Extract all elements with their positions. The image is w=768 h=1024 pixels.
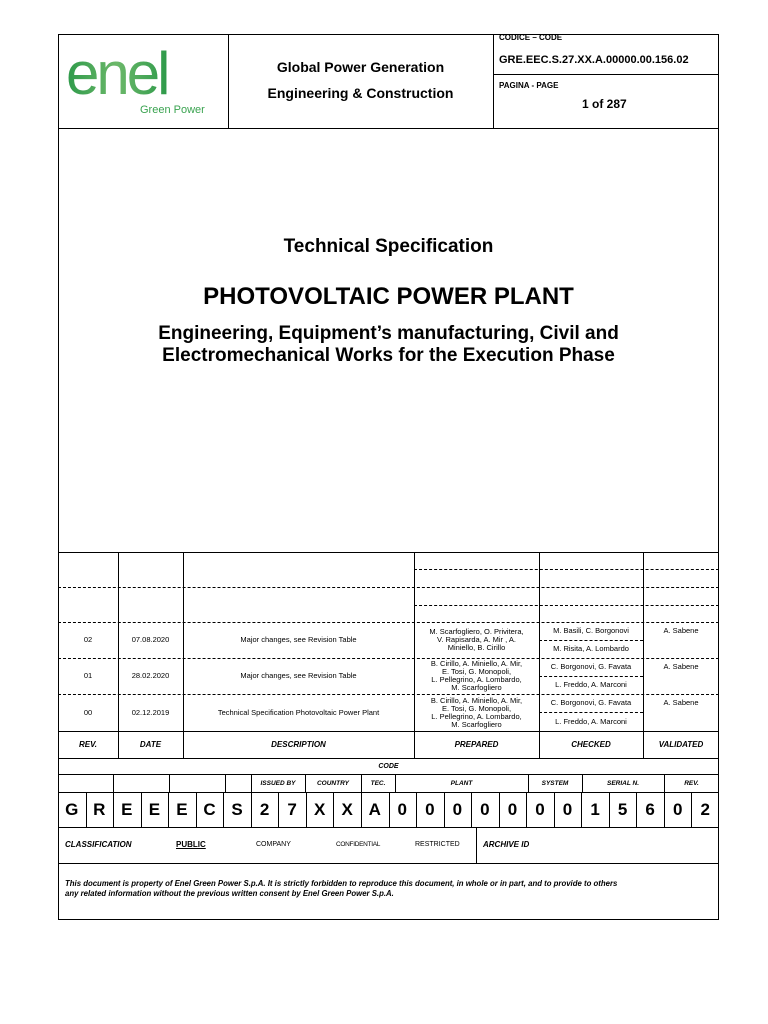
header-divider [58,128,719,129]
code-header-plant: PLANT [450,780,473,787]
code-char: 0 [562,800,573,819]
doc-title: PHOTOVOLTAIC POWER PLANT [203,283,574,310]
code-char: X [313,800,326,819]
enel-logo [66,42,216,122]
code-cell-divider [581,792,582,827]
code-cell-divider [86,792,87,827]
col-header-checked: CHECKED [571,740,611,749]
archive-id-label: ARCHIVE ID [483,840,530,849]
rev-number: 00 [83,707,93,717]
rev-validated: A. Sabene [663,626,699,635]
code-header-divider [169,774,170,792]
code-header-divider [305,774,306,792]
rev-checked: L. Freddo, A. Marconi [555,716,627,726]
code-header-divider [251,774,252,792]
code-char: 0 [480,800,490,819]
code-char: E [121,800,133,819]
code-cell-divider [113,792,114,827]
classification-confidential: CONFIDENTIAL [336,841,381,848]
code-cell-divider [141,792,142,827]
code-header-divider [582,774,583,792]
code-cell-divider [333,792,334,827]
code-cell-divider [554,792,555,827]
code-char: 0 [452,800,463,819]
rev-description: Technical Specification Photovoltaic Power Plant [217,707,380,717]
code-char: 2 [259,800,270,819]
code-label: CODICE – CODE [499,33,563,42]
code-value: GRE.EEC.S.27.XX.A.00000.00.156.02 [499,54,689,66]
rev-checked: M. Risita, A. Lombardo [553,644,629,653]
code-header-divider [395,774,396,792]
code-header-divider [361,774,362,792]
logo-subtitle: Green Power [140,104,205,116]
page-label: PAGINA - PAGE [499,81,559,90]
code-char: G [65,800,79,819]
code-cell-divider [691,792,692,827]
code-cell-divider [471,792,472,827]
classification-label: CLASSIFICATION [65,840,132,849]
code-char: 6 [645,800,655,819]
code-cell-divider [251,792,252,827]
code-char: S [231,800,243,819]
rev-description: Major changes, see Revision Table [240,671,357,680]
code-header-divider [528,774,529,792]
doc-subtitle-1: Engineering, Equipment’s manufacturing, Civil and [158,323,619,344]
classification-restricted: RESTRICTED [415,841,460,848]
code-char: 0 [535,800,545,819]
rev-description: Major changes, see Revision Table [240,635,357,644]
rev-validated: A. Sabene [663,698,699,707]
code-cell-divider [196,792,197,827]
code-header-divider [664,774,665,792]
code-cell-divider [278,792,279,827]
rev-date: 02.12.2019 [131,707,170,717]
rev-prepared: B. Cirillo, A. Miniello, A. Mir, E. Tosi, G. Monopoli, L. Pellegrino, A. Lombardo, M. Scarfogliero [430,695,523,729]
rev-date: 07.08.2020 [131,635,170,644]
code-cell-divider [389,792,390,827]
code-char: C [203,800,216,819]
rev-number: 02 [83,635,93,644]
rev-date: 28.02.2020 [131,671,170,680]
rev-checked: L. Freddo, A. Marconi [555,680,627,689]
page-value: 1 of 287 [582,97,627,111]
code-char: 5 [617,800,628,819]
code-char: R [93,800,106,819]
rev-prepared: B. Cirillo, A. Miniello, A. Mir, E. Tosi, G. Monopoli, L. Pellegrino, A. Lombardo, M. Scarfogliero [430,659,523,692]
code-char: 0 [425,800,435,819]
code-cell-divider [361,792,362,827]
code-char: 1 [590,800,600,819]
org-line-2: Engineering & Construction [267,85,454,101]
code-header-issued-by: ISSUED BY [260,780,296,787]
col-header-description: DESCRIPTION [271,740,326,749]
revision-table-top [58,552,719,553]
code-header-divider [225,774,226,792]
rev-checked: M. Basili, C. Borgonovi [553,626,629,635]
code-char: 0 [672,800,683,819]
code-char: E [148,800,161,819]
code-header-divider [113,774,114,792]
code-char: 0 [507,800,518,819]
page-frame [58,34,719,920]
rev-number: 01 [83,671,93,680]
classification-public: PUBLIC [176,840,206,849]
org-line-1: Global Power Generation [276,59,445,75]
code-cell-divider [609,792,610,827]
code-cell-divider [636,792,637,827]
copyright-notice: This document is property of Enel Green Power S.p.A. It is strictly forbidden to reproduce this document, in whole or in part, and to provide to others any related information without the previous written consent by Enel Green Power S.p.A. [65,879,618,898]
svg-text:enel: enel [66,42,168,102]
rev-validated: A. Sabene [663,662,699,671]
code-char: X [341,800,353,819]
doc-subtitle-2: Electromechanical Works for the Execution Phase [162,345,615,366]
rev-checked: C. Borgonovi, G. Favata [550,662,632,671]
code-cell-divider [223,792,224,827]
col-header-prepared: PREPARED [454,740,499,749]
code-cell-divider [526,792,527,827]
col-header-validated: VALIDATED [658,740,704,749]
doc-type: Technical Specification [283,236,494,257]
code-header-serial: SERIAL N. [606,780,640,787]
code-char: 7 [287,800,297,819]
col-header-date: DATE [139,740,162,749]
code-char: E [176,800,188,819]
code-char: 2 [700,800,710,819]
rev-prepared: M. Scarfogliero, O. Privitera, V. Rapisarda, A. Mir , A. Miniello, B. Cirillo [429,627,524,652]
code-char: A [368,800,381,819]
code-cell-divider [168,792,169,827]
code-cell-divider [664,792,665,827]
code-section-title: CODE [378,762,399,770]
enel-logo-mark [66,42,216,102]
code-char: 0 [397,800,407,819]
classification-company: COMPANY [256,841,291,848]
rev-checked: C. Borgonovi, G. Favata [550,698,632,707]
code-header-rev: REV. [684,780,699,787]
code-cell-divider [444,792,445,827]
code-cell-divider [499,792,500,827]
code-cell-divider [306,792,307,827]
code-header-country: COUNTRY [316,780,350,787]
code-cell-divider [416,792,417,827]
code-header-tec: TEC. [370,780,386,787]
col-header-rev: REV. [79,740,97,749]
code-header-system: SYSTEM [541,780,569,787]
